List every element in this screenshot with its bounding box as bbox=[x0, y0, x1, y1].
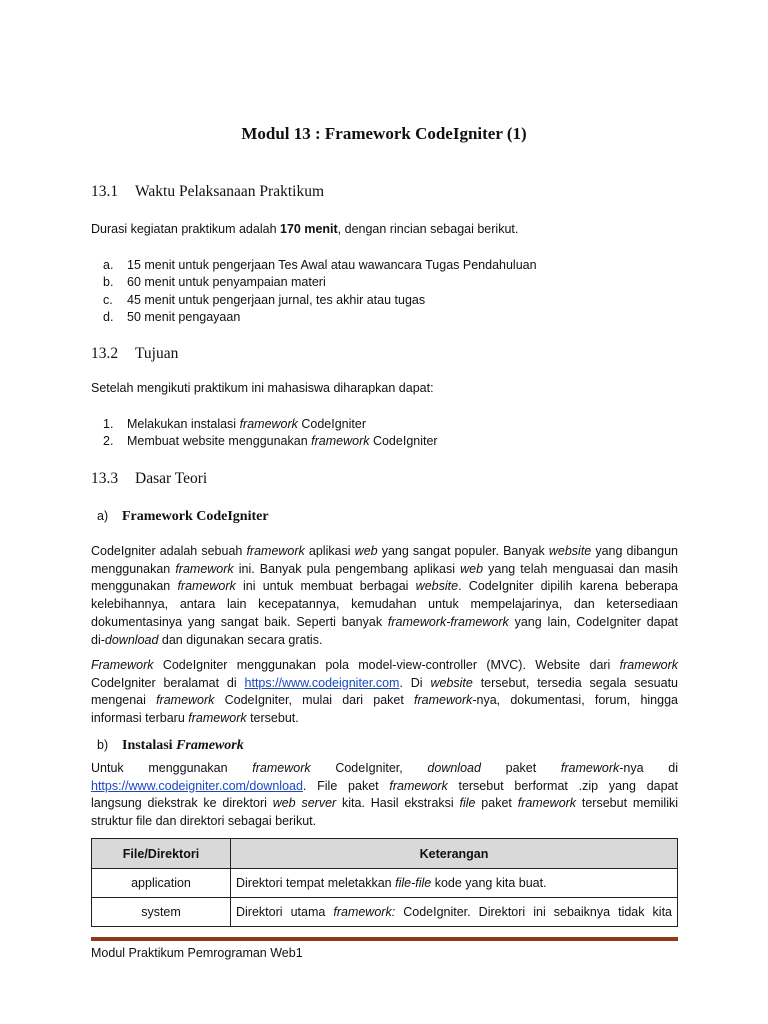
t-i: file bbox=[459, 796, 476, 811]
t-i: download bbox=[104, 632, 159, 647]
para-line bbox=[91, 596, 678, 614]
list-marker: a. bbox=[103, 258, 114, 272]
list-item bbox=[103, 275, 326, 289]
list-item bbox=[103, 310, 240, 324]
t-i: website bbox=[415, 579, 459, 594]
list-text: 15 menit untuk pengerjaan Tes Awal atau wawancara Tugas Pendahuluan bbox=[127, 258, 537, 272]
t: . Di bbox=[399, 675, 431, 690]
t: yang dibangun bbox=[591, 544, 678, 558]
t-i: web bbox=[460, 561, 484, 576]
t-i: download bbox=[427, 761, 481, 775]
t: mengenai bbox=[91, 693, 157, 708]
t-i: website bbox=[548, 544, 592, 558]
para-line bbox=[91, 675, 678, 693]
t-i: framework bbox=[252, 761, 311, 775]
paragraph-mvc bbox=[91, 657, 678, 728]
sub-marker: a) bbox=[97, 509, 109, 523]
column-header-description: Keterangan bbox=[231, 839, 678, 869]
para-line bbox=[91, 813, 678, 831]
table-row bbox=[92, 869, 678, 898]
sub-marker: b) bbox=[97, 738, 109, 752]
intro-text: Durasi kegiatan praktikum adalah bbox=[91, 222, 280, 236]
section-number: 13.2 bbox=[91, 345, 119, 362]
t: Untuk menggunakan bbox=[91, 761, 253, 775]
duration-intro bbox=[91, 222, 518, 236]
sub-title: Instalasi bbox=[122, 738, 177, 753]
page-title: Modul 13 : Framework CodeIgniter (1) bbox=[241, 124, 527, 143]
section-title: Dasar Teori bbox=[135, 470, 208, 487]
list-marker: 1. bbox=[103, 417, 114, 431]
t: kelebihannya, antara lain kecepatannya, kemudahan untuk mempelajarinya, dan ketersediaan bbox=[91, 597, 678, 612]
t-i: framework bbox=[517, 796, 577, 811]
table-row bbox=[92, 898, 678, 927]
t-i: framework bbox=[175, 561, 234, 576]
table-header-row bbox=[92, 839, 678, 869]
para-line bbox=[91, 578, 678, 596]
cell-description bbox=[231, 898, 678, 927]
t: . CodeIgniter dipilih karena beberapa bbox=[458, 579, 678, 594]
para-line bbox=[91, 657, 678, 675]
column-header-file: File/Direktori bbox=[92, 839, 231, 869]
t: tersebut, tersedia segala sesuatu bbox=[472, 675, 678, 690]
para-line bbox=[91, 760, 678, 778]
para-line bbox=[91, 778, 678, 796]
paragraph-installation bbox=[91, 760, 678, 831]
list-text: Membuat website menggunakan bbox=[127, 434, 312, 448]
t-i: file-file bbox=[395, 876, 432, 890]
section-heading-13-1 bbox=[91, 183, 324, 201]
sub-title: Framework CodeIgniter bbox=[122, 509, 269, 524]
t-i: framework: bbox=[333, 905, 396, 919]
t: kita. Hasil ekstraksi bbox=[336, 796, 460, 811]
t: dan digunakan secara gratis. bbox=[158, 632, 323, 647]
t: CodeIgniter, mulai dari paket bbox=[214, 693, 415, 708]
download-link[interactable]: https://www.codeigniter.com/download bbox=[91, 778, 303, 793]
list-marker: 2. bbox=[103, 434, 114, 448]
t: informasi terbaru bbox=[91, 711, 189, 726]
t: dokumentasinya yang sangat baik. Seperti banyak bbox=[91, 614, 388, 629]
t: menggunakan bbox=[91, 579, 178, 594]
list-text: Melakukan instalasi bbox=[127, 417, 240, 431]
footer-rule bbox=[91, 937, 678, 941]
list-item bbox=[103, 293, 425, 307]
t: CodeIgniter adalah sebuah bbox=[91, 544, 247, 558]
t: CodeIgniter. Direktori ini sebaiknya tidak kita bbox=[395, 905, 672, 919]
para-line bbox=[91, 561, 678, 579]
t: di- bbox=[91, 632, 105, 647]
list-text: 45 menit untuk pengerjaan jurnal, tes akhir atau tugas bbox=[127, 293, 426, 307]
t: tersebut berformat .zip yang dapat bbox=[447, 778, 678, 793]
duration-value: 170 menit bbox=[280, 222, 338, 236]
t-i: framework bbox=[414, 693, 473, 708]
t: -nya, dokumentasi, forum, hingga bbox=[472, 693, 678, 708]
para-line bbox=[91, 795, 678, 813]
para-line bbox=[91, 614, 678, 632]
paragraph-codeigniter-intro bbox=[91, 543, 678, 649]
t-i: Framework bbox=[91, 658, 154, 672]
list-text: 60 menit untuk penyampaian materi bbox=[127, 275, 326, 289]
list-text: 50 menit pengayaan bbox=[127, 310, 241, 324]
t: ini untuk membuat berbagai bbox=[235, 579, 416, 594]
section-number: 13.3 bbox=[91, 470, 119, 487]
para-line bbox=[91, 692, 678, 710]
t-i: framework bbox=[389, 778, 448, 793]
t: paket bbox=[475, 796, 518, 811]
section-title: Tujuan bbox=[135, 345, 179, 362]
t-i: framework bbox=[619, 658, 678, 672]
t: . File paket bbox=[302, 778, 390, 793]
t: yang sangat populer. Banyak bbox=[377, 544, 549, 558]
list-marker: c. bbox=[103, 293, 113, 307]
t: yang lain, CodeIgniter dapat bbox=[508, 614, 678, 629]
t: paket bbox=[480, 761, 561, 775]
t: Direktori tempat meletakkan bbox=[236, 876, 396, 890]
list-marker: d. bbox=[103, 310, 114, 324]
cell-name: system bbox=[92, 898, 231, 927]
t: kode yang kita buat. bbox=[431, 876, 547, 890]
t: menggunakan bbox=[91, 561, 176, 576]
t: ini. Banyak pula pengembang aplikasi bbox=[233, 561, 461, 576]
para-line bbox=[91, 543, 678, 561]
directory-table bbox=[91, 838, 678, 927]
footer-text: Modul Praktikum Pemrograman Web1 bbox=[91, 946, 303, 960]
t-i: framework bbox=[560, 761, 620, 775]
list-item bbox=[103, 258, 537, 272]
t: aplikasi bbox=[304, 544, 355, 558]
t: Direktori utama bbox=[236, 905, 334, 919]
intro-text-end: , dengan rincian sebagai berikut. bbox=[337, 222, 519, 236]
list-text-italic: framework bbox=[239, 417, 298, 431]
t: struktur file dan direktori sebagai berikut. bbox=[91, 814, 317, 829]
list-text: CodeIgniter bbox=[297, 417, 367, 431]
cell-name: application bbox=[92, 869, 231, 898]
t-i: framework bbox=[188, 711, 247, 726]
t-i: website bbox=[430, 675, 473, 690]
para-line bbox=[91, 710, 678, 728]
t-i: web bbox=[354, 544, 378, 558]
t: -nya di bbox=[619, 761, 678, 775]
t: yang telah menguasai dan masih bbox=[483, 561, 679, 576]
list-text: CodeIgniter bbox=[369, 434, 438, 448]
list-item bbox=[103, 434, 438, 448]
sub-title-italic: Framework bbox=[176, 738, 244, 753]
list-text-italic: framework bbox=[311, 434, 370, 448]
t: tersebut. bbox=[246, 711, 299, 726]
subheading-b bbox=[97, 736, 244, 754]
t: langsung diekstrak ke direktori bbox=[91, 796, 273, 811]
t-i: framework bbox=[246, 544, 305, 558]
list-item bbox=[103, 417, 366, 431]
t-i: framework-framework bbox=[387, 614, 509, 629]
t: CodeIgniter beralamat di bbox=[91, 675, 245, 690]
section-heading-13-2 bbox=[91, 345, 178, 363]
codeigniter-link[interactable]: https://www.codeigniter.com bbox=[244, 675, 400, 690]
t-i: framework bbox=[177, 579, 236, 594]
t: tersebut memiliki bbox=[576, 796, 679, 811]
subheading-a bbox=[97, 507, 269, 525]
section-heading-13-3 bbox=[91, 470, 207, 488]
para-line bbox=[91, 632, 678, 650]
objective-intro: Setelah mengikuti praktikum ini mahasiswa diharapkan dapat: bbox=[91, 381, 434, 395]
list-marker: b. bbox=[103, 275, 114, 289]
t-i: framework bbox=[156, 693, 215, 708]
cell-description bbox=[231, 869, 678, 898]
section-title: Waktu Pelaksanaan Praktikum bbox=[135, 183, 325, 200]
t-i: web server bbox=[272, 796, 337, 811]
t: CodeIgniter menggunakan pola model-view-controller (MVC). Website dari bbox=[153, 658, 620, 672]
section-number: 13.1 bbox=[91, 183, 119, 200]
t: CodeIgniter, bbox=[310, 761, 428, 775]
